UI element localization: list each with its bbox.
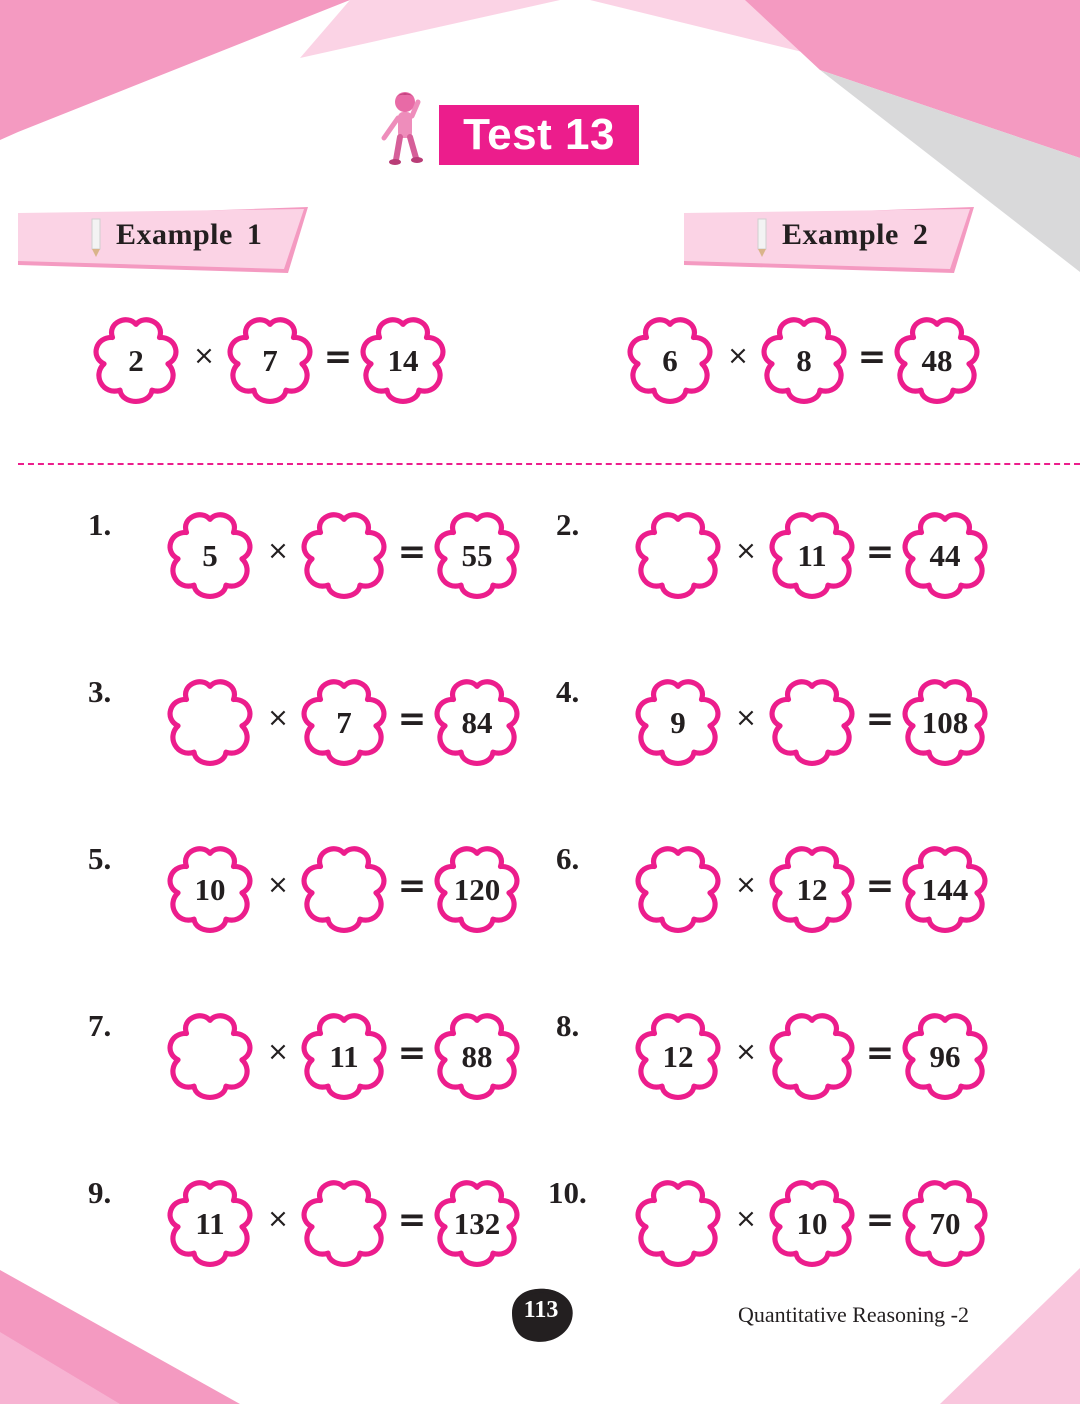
- example-1-factor-2[interactable]: [224, 314, 316, 408]
- question-number: 4.: [556, 674, 580, 709]
- multiply-sign: ×: [727, 341, 749, 371]
- example-1-factor-1-value: 2: [128, 343, 144, 378]
- question-4-product-value: 108: [921, 705, 969, 740]
- example-2-product-value: 48: [921, 343, 953, 378]
- equals-sign: =: [865, 1200, 895, 1240]
- pencil-icon: [754, 217, 770, 259]
- question-number: 8.: [556, 1008, 580, 1043]
- example-2-factor-2[interactable]: [758, 314, 850, 408]
- example-1-label: Example 1: [116, 218, 263, 251]
- example-2-product[interactable]: [891, 314, 983, 408]
- question-2-factor-2[interactable]: [766, 509, 858, 603]
- question-7-product-value: 88: [461, 1039, 493, 1074]
- equals-sign: =: [397, 1033, 427, 1073]
- question-number: 2.: [556, 507, 580, 542]
- question-6-product[interactable]: [899, 843, 991, 937]
- question-number: 3.: [88, 674, 112, 709]
- example-1-tag: [18, 207, 310, 277]
- multiply-sign: ×: [735, 1204, 757, 1234]
- question-4-factor-2-value: [766, 676, 858, 770]
- multiply-sign: ×: [267, 1204, 289, 1234]
- question-7-factor-2[interactable]: [298, 1010, 390, 1104]
- question-7-product[interactable]: [431, 1010, 523, 1104]
- question-10-product-value: 70: [929, 1206, 961, 1241]
- question-number: 7.: [88, 1008, 112, 1043]
- question-5-product[interactable]: [431, 843, 523, 937]
- question-8-factor-1[interactable]: [632, 1010, 724, 1104]
- question-5-factor-2-value: [298, 843, 390, 937]
- question-5-product-value: 120: [453, 872, 501, 907]
- question-3-factor-2-value: 7: [336, 705, 352, 740]
- question-9-factor-1[interactable]: [164, 1177, 256, 1271]
- question-6-factor-1[interactable]: [632, 843, 724, 937]
- example-1-product[interactable]: [357, 314, 449, 408]
- question-8-factor-2-value: [766, 1010, 858, 1104]
- multiply-sign: ×: [735, 1037, 757, 1067]
- equals-sign: =: [397, 532, 427, 572]
- multiply-sign: ×: [735, 870, 757, 900]
- question-9-factor-2-value: [298, 1177, 390, 1271]
- question-4-factor-1-value: 9: [670, 705, 686, 740]
- multiply-sign: ×: [735, 703, 757, 733]
- equals-sign: =: [397, 866, 427, 906]
- question-number: 1.: [88, 507, 112, 542]
- question-number: 5.: [88, 841, 112, 876]
- question-6-factor-1-value: [632, 843, 724, 937]
- question-number: 6.: [556, 841, 580, 876]
- question-7-factor-1-value: [164, 1010, 256, 1104]
- multiply-sign: ×: [193, 341, 215, 371]
- example-2-label: Example 2: [782, 218, 929, 251]
- pencil-icon: [88, 217, 104, 259]
- equals-sign: =: [865, 532, 895, 572]
- question-3-factor-1-value: [164, 676, 256, 770]
- question-5-factor-1-value: 10: [194, 872, 226, 907]
- equals-sign: =: [865, 1033, 895, 1073]
- equals-sign: =: [397, 1200, 427, 1240]
- book-title: Quantitative Reasoning -2: [738, 1302, 969, 1327]
- question-2-factor-2-value: 11: [797, 538, 827, 573]
- equals-sign: =: [323, 337, 353, 377]
- equals-sign: =: [397, 699, 427, 739]
- question-7-factor-1[interactable]: [164, 1010, 256, 1104]
- equals-sign: =: [865, 866, 895, 906]
- question-6-factor-2[interactable]: [766, 843, 858, 937]
- question-number: 9.: [88, 1175, 112, 1210]
- question-7-factor-2-value: 11: [329, 1039, 359, 1074]
- question-1-product-value: 55: [461, 538, 493, 573]
- page-number: 113: [523, 1297, 559, 1323]
- question-9-factor-1-value: 11: [195, 1206, 225, 1241]
- page-title: Test 13: [439, 105, 639, 165]
- question-9-factor-2[interactable]: [298, 1177, 390, 1271]
- example-1-product-value: 14: [387, 343, 419, 378]
- example-2-factor-1[interactable]: [624, 314, 716, 408]
- question-2-product-value: 44: [929, 538, 961, 573]
- question-4-factor-1[interactable]: [632, 676, 724, 770]
- question-1-factor-2-value: [298, 509, 390, 603]
- example-2-factor-2-value: 8: [796, 343, 812, 378]
- question-2-factor-1-value: [632, 509, 724, 603]
- question-number: 10.: [548, 1175, 587, 1210]
- question-10-product[interactable]: [899, 1177, 991, 1271]
- question-9-product-value: 132: [453, 1206, 501, 1241]
- question-8-factor-2[interactable]: [766, 1010, 858, 1104]
- multiply-sign: ×: [267, 703, 289, 733]
- question-3-factor-2[interactable]: [298, 676, 390, 770]
- question-9-product[interactable]: [431, 1177, 523, 1271]
- question-8-product-value: 96: [929, 1039, 961, 1074]
- multiply-sign: ×: [267, 870, 289, 900]
- multiply-sign: ×: [735, 536, 757, 566]
- question-10-factor-1[interactable]: [632, 1177, 724, 1271]
- question-8-factor-1-value: 12: [662, 1039, 694, 1074]
- dashed-divider: [18, 463, 1080, 465]
- question-8-product[interactable]: [899, 1010, 991, 1104]
- equals-sign: =: [865, 699, 895, 739]
- question-4-factor-2[interactable]: [766, 676, 858, 770]
- multiply-sign: ×: [267, 1037, 289, 1067]
- question-6-product-value: 144: [921, 872, 969, 907]
- girl-mascot-icon: [378, 90, 432, 168]
- example-2-tag: [684, 207, 976, 277]
- question-10-factor-2[interactable]: [766, 1177, 858, 1271]
- example-2-factor-1-value: 6: [662, 343, 678, 378]
- question-2-factor-1[interactable]: [632, 509, 724, 603]
- question-5-factor-2[interactable]: [298, 843, 390, 937]
- question-3-product[interactable]: [431, 676, 523, 770]
- example-1-factor-1[interactable]: [90, 314, 182, 408]
- example-1-factor-2-value: 7: [262, 343, 278, 378]
- question-1-product[interactable]: [431, 509, 523, 603]
- question-10-factor-1-value: [632, 1177, 724, 1271]
- question-2-product[interactable]: [899, 509, 991, 603]
- question-1-factor-2[interactable]: [298, 509, 390, 603]
- question-10-factor-2-value: 10: [796, 1206, 828, 1241]
- question-5-factor-1[interactable]: [164, 843, 256, 937]
- page-number-badge: [506, 1285, 578, 1347]
- question-1-factor-1[interactable]: [164, 509, 256, 603]
- multiply-sign: ×: [267, 536, 289, 566]
- question-1-factor-1-value: 5: [202, 538, 218, 573]
- question-3-product-value: 84: [461, 705, 493, 740]
- question-6-factor-2-value: 12: [796, 872, 828, 907]
- question-3-factor-1[interactable]: [164, 676, 256, 770]
- equals-sign: =: [857, 337, 887, 377]
- question-4-product[interactable]: [899, 676, 991, 770]
